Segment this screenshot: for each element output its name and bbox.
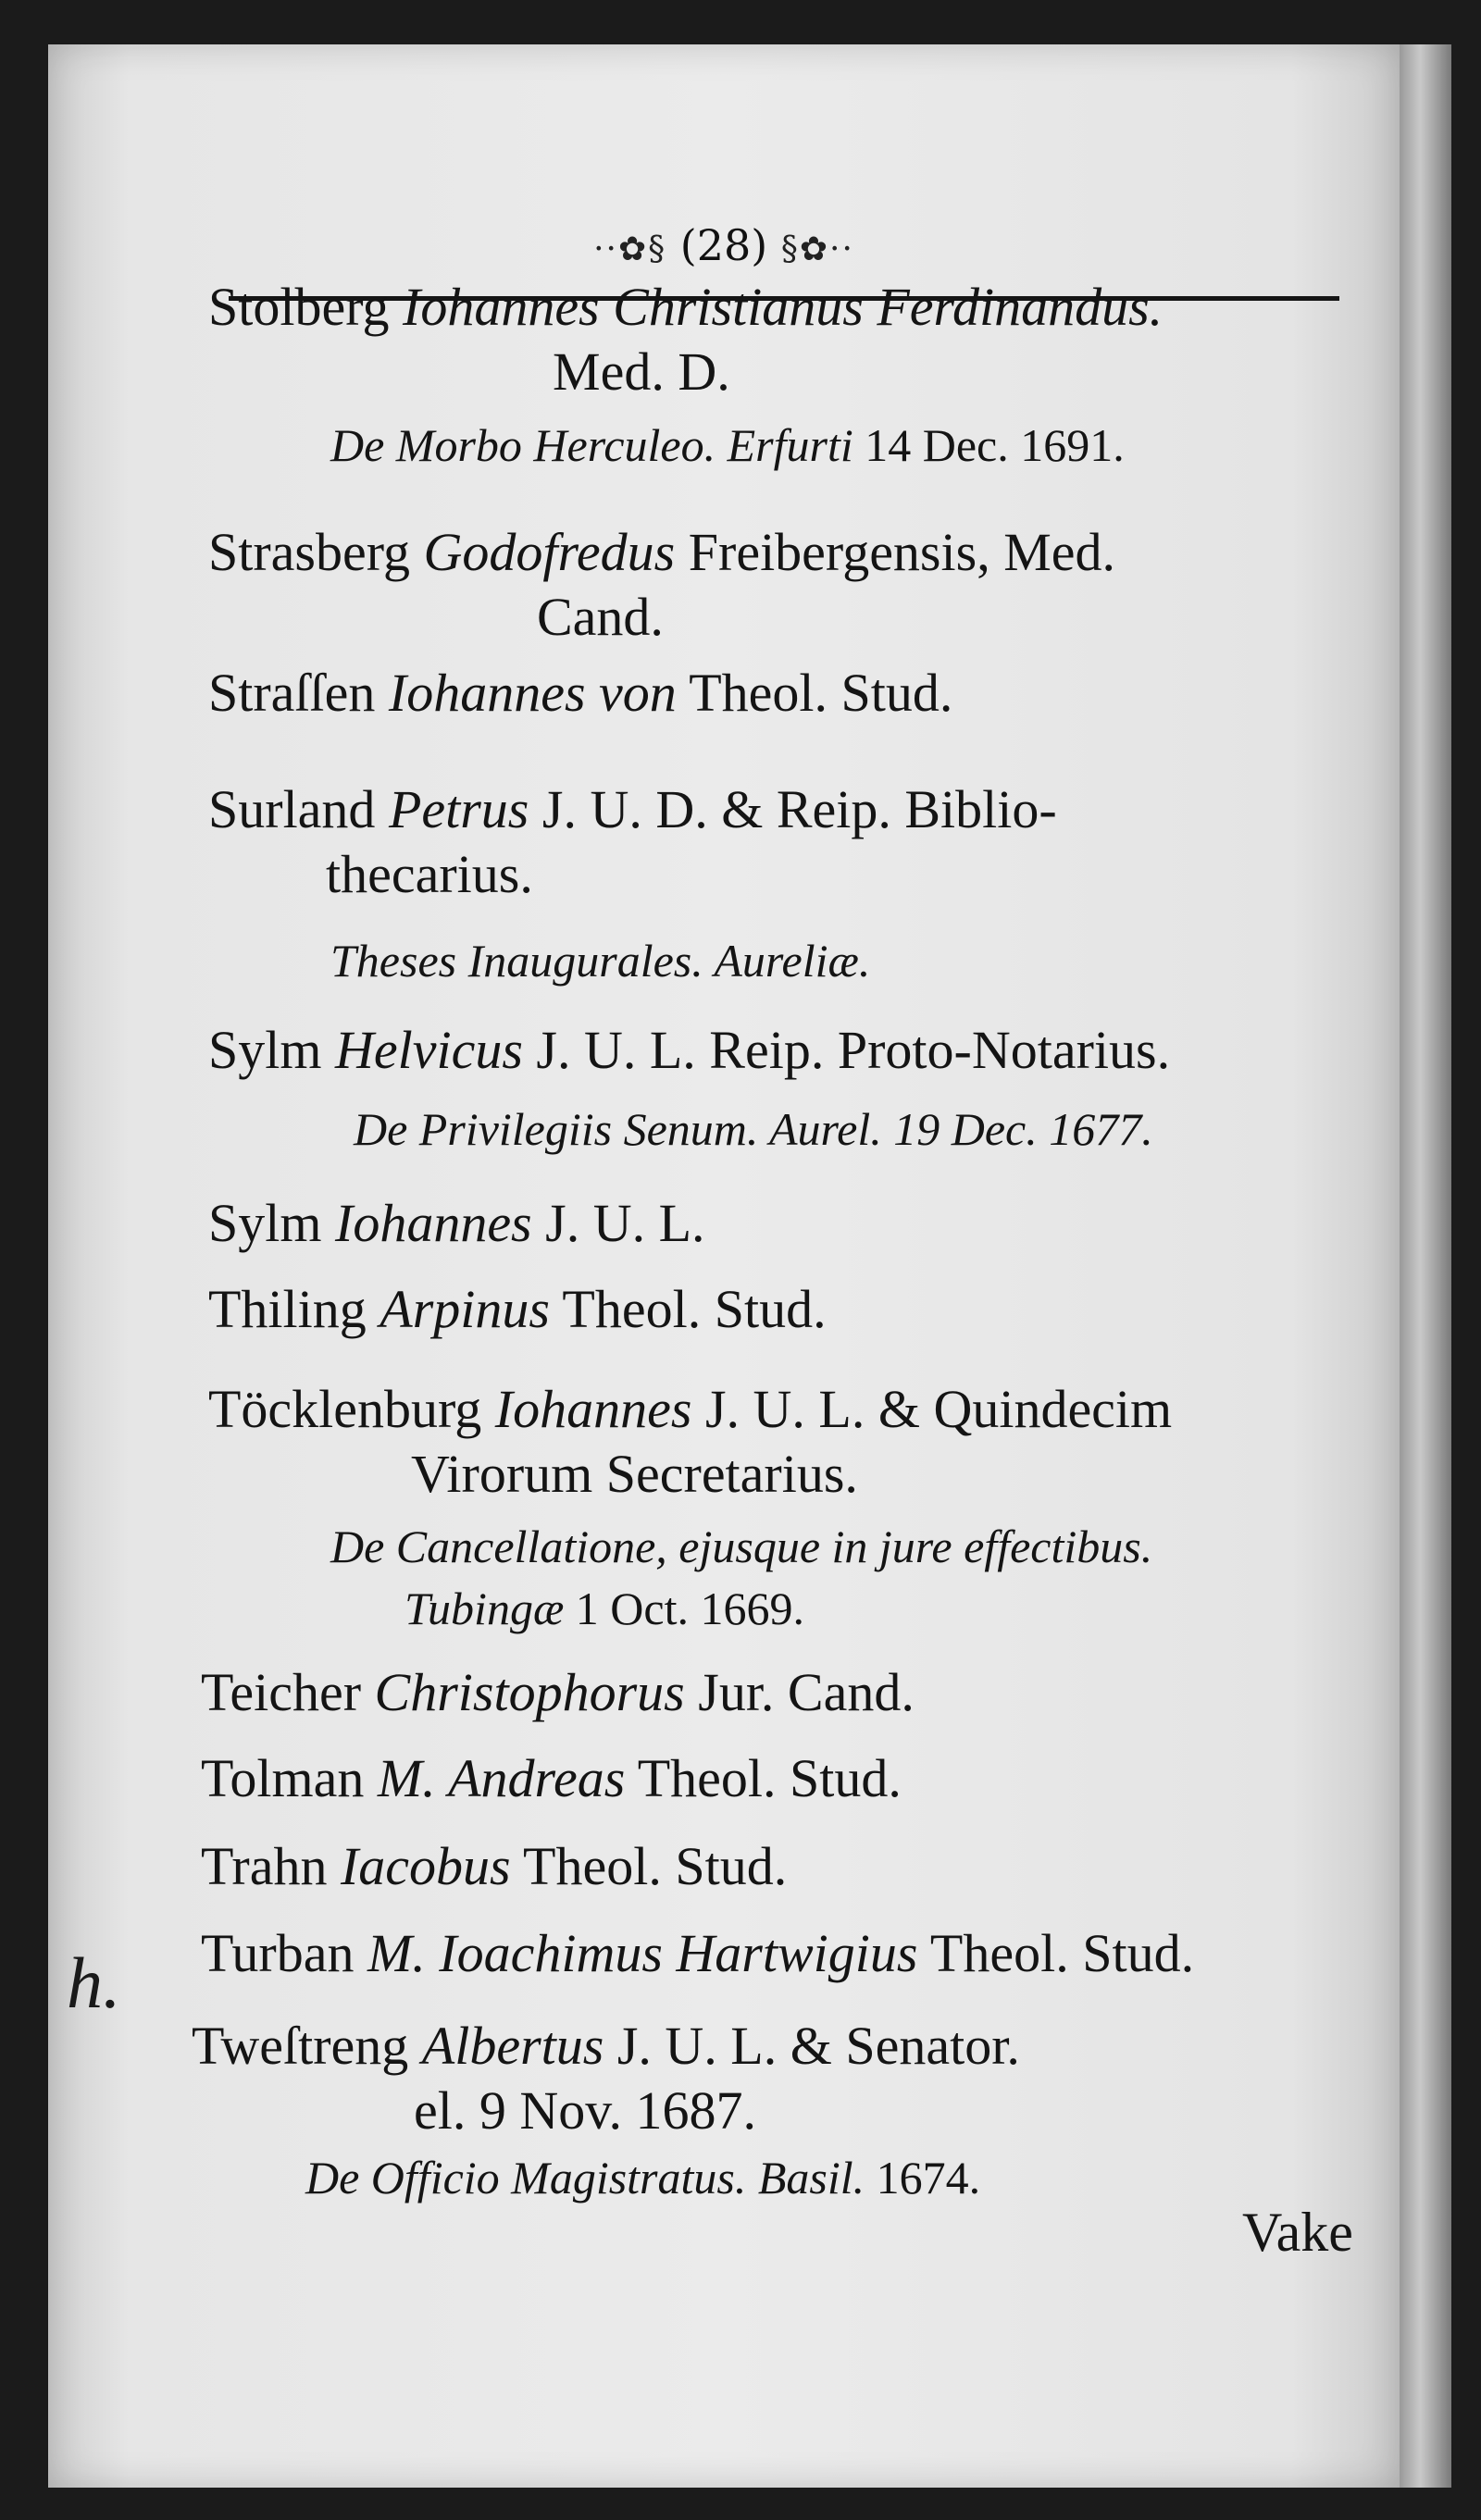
entry-line: Virorum Secretarius.	[411, 1444, 858, 1504]
entry-line: Tolman M. Andreas Theol. Stud.	[201, 1748, 902, 1808]
page-header	[48, 220, 1400, 270]
entry-line: Surland Petrus J. U. D. & Reip. Biblio-	[208, 779, 1057, 839]
entry-line: Straſſen Iohannes von Theol. Stud.	[208, 663, 953, 723]
dissertation-line: Theses Inaugurales. Aureliæ.	[330, 935, 871, 987]
entry-line: Teicher Christophorus Jur. Cand.	[201, 1662, 915, 1722]
entry-line: Med. D.	[553, 341, 730, 402]
dissertation-line: De Morbo Herculeo. Erfurti 14 Dec. 1691.	[330, 419, 1125, 471]
page-edge	[1400, 44, 1451, 2488]
dissertation-line: De Cancellatione, ejusque in jure effectibus.	[330, 1521, 1153, 1572]
ornament-right: §✿··	[780, 230, 854, 268]
dissertation-line: De Privilegiis Senum. Aurel. 19 Dec. 1677.	[354, 1103, 1153, 1155]
ornament-left: ··✿§	[593, 230, 667, 268]
page-number: (28)	[679, 220, 768, 270]
catchword: Vake	[1242, 2202, 1353, 2263]
entry-line: Strasberg Godofredus Freibergensis, Med.	[208, 522, 1116, 582]
entry-line: Thiling Arpinus Theol. Stud.	[208, 1279, 827, 1339]
entry-line: Trahn Iacobus Theol. Stud.	[201, 1836, 788, 1896]
entry-line: Cand.	[537, 587, 664, 647]
dissertation-line: Tubingæ 1 Oct. 1669.	[404, 1583, 804, 1634]
entry-line: el. 9 Nov. 1687.	[414, 2080, 756, 2141]
entry-line: Sylm Iohannes J. U. L.	[208, 1193, 705, 1253]
dissertation-line: De Officio Magistratus. Basil. 1674.	[305, 2152, 981, 2203]
book-page	[48, 44, 1400, 2488]
entry-line: Sylm Helvicus J. U. L. Reip. Proto-Notarius.	[208, 1020, 1171, 1080]
entry-line: Töcklenburg Iohannes J. U. L. & Quindecim	[208, 1379, 1173, 1439]
entry-line: thecarius.	[326, 844, 533, 904]
entry-line: Turban M. Ioachimus Hartwigius Theol. Stud.	[201, 1923, 1195, 1983]
entry-line: Tweſtreng Albertus J. U. L. & Senator.	[192, 2016, 1020, 2076]
margin-annotation: h.	[67, 1943, 121, 2023]
entry-line: Stolberg Iohannes Christianus Ferdinandus.	[208, 277, 1164, 337]
